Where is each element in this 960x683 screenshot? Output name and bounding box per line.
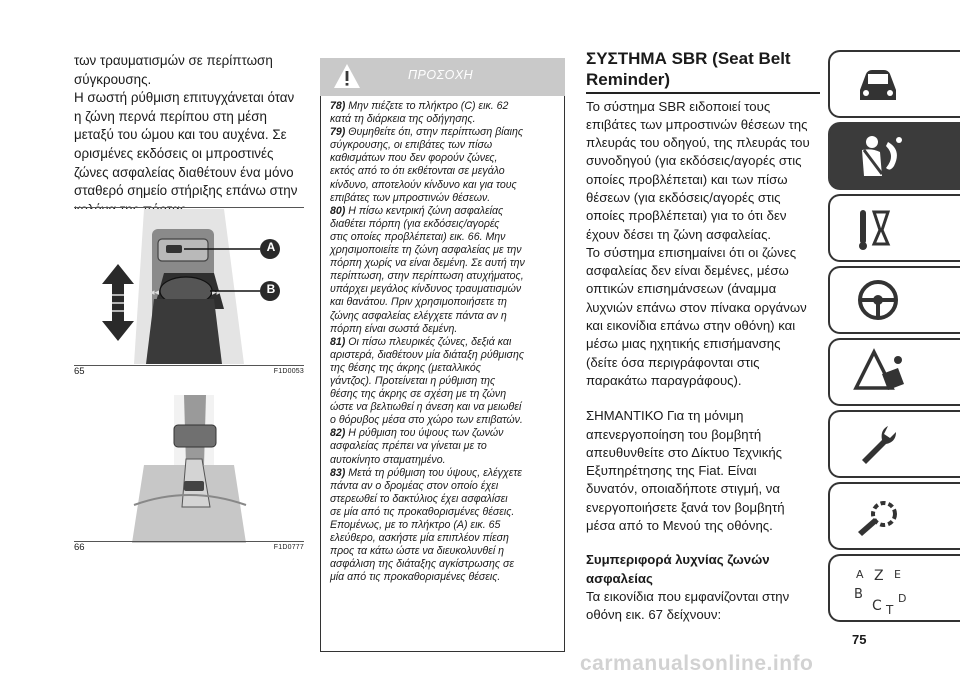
index-letter: A — [856, 568, 864, 581]
warning-line-text: αυτοκίνητο σταματημένο. — [330, 453, 446, 466]
warning-line-text: ώστε να βελτιωθεί η άνεση και να μειωθεί — [330, 401, 522, 414]
warning-line — [330, 440, 558, 453]
index-letter: C — [872, 598, 882, 614]
text-line: οποίες προβλέπεται) για το ότι δεν — [586, 208, 787, 224]
page-number: 75 — [852, 632, 867, 647]
figure-65 — [74, 207, 304, 377]
alphabet-index-icon — [852, 564, 912, 620]
warning-line — [330, 506, 558, 519]
warning-line-text: Οι πίσω πλευρικές ζώνες, δεξιά και — [345, 335, 512, 348]
warning-line — [330, 270, 558, 283]
warning-line — [330, 113, 558, 126]
icons-intro — [586, 588, 820, 625]
warning-line — [330, 218, 558, 231]
figure-code: F1D0053 — [273, 368, 304, 375]
warning-line-text: προς τα κάτω ώστε να διευκολυνθεί η — [330, 545, 504, 558]
warning-note-number: 80) — [330, 204, 346, 217]
warning-line — [330, 532, 558, 545]
warning-line-text: ζώνης ασφαλείας ελέγχετε πάντα αν η — [330, 309, 507, 322]
warning-line-text: της θέσης της άκρης (μεταλλικός — [330, 361, 481, 374]
text-line: Το σύστημα SBR ειδοποιεί τους — [586, 98, 771, 114]
warning-line — [330, 545, 558, 558]
warning-line-text: Η πίσω κεντρική ζώνη ασφαλείας — [345, 204, 504, 217]
callout-a-label: A — [266, 240, 276, 254]
index-letter: E — [894, 568, 901, 581]
tab-index[interactable] — [828, 554, 960, 622]
text-line: Τα εικονίδια που εμφανίζονται στην — [586, 588, 790, 604]
left-line: των τραυματισμών σε περίπτωση — [74, 53, 273, 68]
title-rule — [586, 92, 820, 94]
warning-line-text: Επομένως, με το πλήκτρο (A) εικ. 65 — [330, 519, 501, 531]
warning-line-text: Θυμηθείτε ότι, στην περίπτωση βίαιης — [345, 126, 524, 139]
index-letter: T — [886, 603, 894, 617]
warning-line-text: θέσης της άκρης σε σχέση με τη ζώνη — [330, 388, 507, 401]
warning-line — [330, 231, 558, 244]
warning-line-text: εκτός από το ότι εκθέτονται σε μεγάλο — [330, 165, 505, 178]
warning-line-text: αριστερά, διαθέτουν μία διάταξη ρύθμισης — [330, 348, 524, 361]
figure-bottom-rule — [74, 365, 304, 366]
section-title — [586, 48, 820, 90]
jack-tools-icon — [852, 204, 904, 254]
text-line: οπτικών επισημάνσεων (άναμμα — [586, 281, 777, 297]
warning-line-text: Η ρύθμιση του ύψους των ζωνών — [345, 427, 504, 440]
figure-number: 66 — [74, 542, 85, 553]
warning-line-text: ο θόρυβος μέσα στο χώρο των επιβατών. — [330, 414, 523, 427]
warning-box — [320, 58, 565, 652]
warning-line — [330, 283, 558, 296]
warning-note-number: 83) — [330, 466, 346, 479]
warning-line — [330, 388, 558, 401]
text-line: οθόνη εικ. 67 δείχνουν: — [586, 607, 722, 623]
text-line: πλευράς του οδηγού, της πλευράς του — [586, 135, 810, 151]
figure-top-rule — [74, 207, 304, 208]
warning-line — [330, 244, 558, 257]
index-letter: D — [898, 592, 907, 605]
warning-line-text: διαθέτει πόρπη (για εκδόσεις/αγορές — [330, 217, 500, 230]
text-line: συνοδηγού (για εκδόσεις/αγορές στις — [586, 153, 802, 169]
text-line: επιβάτες των μπροστινών θέσεων της — [586, 116, 808, 132]
text-line: ενεργοποιήσετε ξανά τον βομβητή — [586, 499, 785, 515]
subheading-line: Συμπεριφορά λυχνίας ζωνών — [586, 552, 770, 568]
svg-text:◂◂: ◂◂ — [150, 288, 160, 298]
wrench-service-icon — [852, 420, 904, 470]
warning-line — [330, 454, 558, 467]
text-line: λυχνιών επάνω στον πίνακα οργάνων — [586, 299, 807, 315]
seatbelt-airbag-icon — [852, 132, 908, 184]
warning-line — [330, 100, 558, 113]
right-column — [586, 48, 820, 625]
warning-line-text: ασφάλιση της διάταξης αγκίστρωσης σε — [330, 558, 515, 571]
warning-line — [330, 427, 558, 440]
left-line: σύγκρουσης. — [74, 71, 152, 87]
left-line: σταθερό σημείο στήριξης επάνω στην — [74, 183, 298, 199]
warning-line-text: Μην πιέζετε το πλήκτρο (C) εικ. 62 — [345, 100, 509, 112]
left-line: μεταξύ του ώμου και του αυχένα. Σε — [74, 127, 287, 143]
section-title-line: Reminder) — [586, 70, 671, 89]
warning-line-text: περίπτωση, στην περίπτωση ατυχήματος, — [330, 270, 524, 283]
text-line: ΣΗΜΑΝΤΙΚΟ Για τη μόνιμη — [586, 408, 744, 424]
left-line: ορισμένες εκδόσεις οι μπροστινές — [74, 145, 274, 161]
warning-line — [330, 296, 558, 309]
text-line: έχουν δέσει τη ζώνη ασφαλείας. — [586, 226, 772, 242]
warning-line — [330, 480, 558, 493]
warning-line — [330, 323, 558, 336]
warning-line-text: στερεωθεί το δακτύλιος έχει ασφαλίσει — [330, 492, 508, 505]
callout-b-label: B — [266, 282, 276, 296]
car-front-icon — [852, 60, 904, 110]
warning-line-text: και θανάτου. Πριν χρησιμοποιήσετε τη — [330, 296, 507, 309]
text-line: ασφαλείας δεν είναι δεμένες, μέσω — [586, 263, 789, 279]
warning-line — [330, 362, 558, 375]
text-line: Το σύστημα επισημαίνει ότι οι ζώνες — [586, 244, 797, 260]
warning-line-text: γάντζος). Προτείνεται η ρύθμιση της — [330, 374, 496, 387]
text-line: απευθυνθείτε στο Δίκτυο Τεχνικής — [586, 444, 783, 460]
warning-triangle-icon — [332, 62, 362, 90]
warning-line-text: Μετά τη ρύθμιση του ύψους, ελέγχετε — [345, 466, 522, 479]
warning-line — [330, 165, 558, 178]
text-line: Εξυπηρέτησης της Fiat. Είναι — [586, 463, 757, 479]
tab-vehicle[interactable] — [828, 50, 960, 118]
warning-line — [330, 192, 558, 205]
warning-line-text: πόρπη χωρίς να είναι δεμένη. Σε αυτή την — [330, 257, 525, 270]
warning-line-text: πόρπη είναι σωστά δεμένη. — [330, 322, 458, 335]
text-line: παρακάτω παραγράφους). — [586, 372, 742, 388]
text-line: μέσα από το Μενού της οθόνης. — [586, 518, 773, 534]
warning-line-text: καθισμάτων που δεν φορούν ζώνες, — [330, 152, 498, 165]
warning-line — [330, 375, 558, 388]
warning-line-text: κατά τη διάρκεια της οδήγησης. — [330, 113, 476, 126]
warning-line — [330, 310, 558, 323]
steering-wheel-icon — [852, 276, 904, 326]
left-column — [74, 52, 306, 219]
warning-note-number: 79) — [330, 126, 346, 139]
warning-line — [330, 414, 558, 427]
sbr-description — [586, 98, 820, 391]
text-line: οποίες προβλέπεται) και των πίσω — [586, 171, 788, 187]
warning-line-text: στις οποίες προβλέπεται) εικ. 66. Μην — [330, 230, 506, 243]
figure-66 — [74, 395, 304, 565]
warning-body — [320, 96, 565, 652]
warning-line-text: πάντα αν ο δρομέας στον οποίο έχει — [330, 479, 499, 492]
warning-line-text: επιβάτες των μπροστινών θέσεων. — [330, 191, 491, 204]
subheading — [586, 551, 820, 588]
warning-line — [330, 205, 558, 218]
warning-line — [330, 257, 558, 270]
warning-note-number: 82) — [330, 427, 346, 440]
text-line: (δείτε όσα περιγράφονται στις — [586, 354, 760, 370]
warning-line — [330, 558, 558, 571]
important-note — [586, 407, 820, 535]
warning-line — [330, 349, 558, 362]
index-letter: B — [854, 587, 863, 602]
figure-bottom-rule — [74, 541, 304, 542]
text-line: και εικονίδια επάνω στην οθόνη) και — [586, 318, 796, 334]
warning-line-text: ελεύθερο, ασκήστε μία επιπλέον πίεση — [330, 532, 509, 545]
text-line: απενεργοποίηση του βομβητή — [586, 426, 762, 442]
left-line: ζώνες ασφαλείας διαθέτουν ένα μόνο — [74, 164, 294, 180]
tab-safety[interactable] — [828, 122, 960, 190]
warning-line — [330, 571, 558, 584]
warning-line-text: σε μία από τις προκαθορισμένες θέσεις. — [330, 505, 515, 518]
tab-startup[interactable] — [828, 194, 960, 262]
warning-note-number: 81) — [330, 335, 346, 348]
warning-note-number: 78) — [330, 100, 346, 112]
warning-line — [330, 179, 558, 192]
left-line: Η σωστή ρύθμιση επιτυγχάνεται όταν — [74, 90, 295, 106]
warning-line — [330, 126, 558, 139]
warning-breakdown-icon — [852, 348, 908, 398]
warning-line — [330, 493, 558, 506]
warning-line-text: υπάρχει μεγάλος κίνδυνος τραυματισμών — [330, 283, 522, 296]
warning-line-text: ασφαλείας πρέπει να γίνεται με το — [330, 440, 487, 453]
warning-line — [330, 152, 558, 165]
text-line: θέσεων (για εκδόσεις/αγορές στις — [586, 189, 781, 205]
tab-maintenance[interactable] — [828, 410, 960, 478]
warning-line-text: μία από τις προκαθορισμένες θέσεις. — [330, 571, 501, 584]
watermark: carmanualsonline.info — [580, 652, 814, 675]
warning-line-text: κίνδυνο, αποτελούν κίνδυνο και για τους — [330, 178, 517, 191]
warning-title: ΠΡΟΣΟΧΗ — [408, 68, 474, 82]
left-line: η ζώνη περνά περίπου στη μέση — [74, 108, 267, 124]
warning-line — [330, 467, 558, 480]
wrench-gear-icon — [852, 492, 904, 542]
subheading-line: ασφαλείας — [586, 570, 653, 586]
warning-header — [320, 58, 565, 96]
figure-number: 65 — [74, 366, 85, 377]
warning-line — [330, 336, 558, 349]
text-line: μέσω μιας ηχητικής επισήμανσης — [586, 336, 781, 352]
text-line: δυνατόν, οποιαδήποτε στιγμή, να — [586, 481, 781, 497]
warning-line — [330, 401, 558, 414]
tab-driving[interactable] — [828, 266, 960, 334]
index-letter: Z — [874, 568, 884, 584]
svg-text:▸▸: ▸▸ — [212, 288, 222, 298]
tab-technical-data[interactable] — [828, 482, 960, 550]
figure-code: F1D0777 — [273, 544, 304, 551]
section-title-line: ΣΥΣΤΗΜΑ SBR (Seat Belt — [586, 49, 791, 68]
tab-emergency[interactable] — [828, 338, 960, 406]
rear-center-belt-buckle-illustration — [74, 395, 304, 543]
warning-line — [330, 519, 558, 532]
warning-line-text: χρησιμοποιείτε τη ζώνη ασφαλείας με την — [330, 244, 522, 257]
warning-line — [330, 139, 558, 152]
warning-line-text: σύγκρουσης, οι επιβάτες των πίσω — [330, 139, 493, 152]
